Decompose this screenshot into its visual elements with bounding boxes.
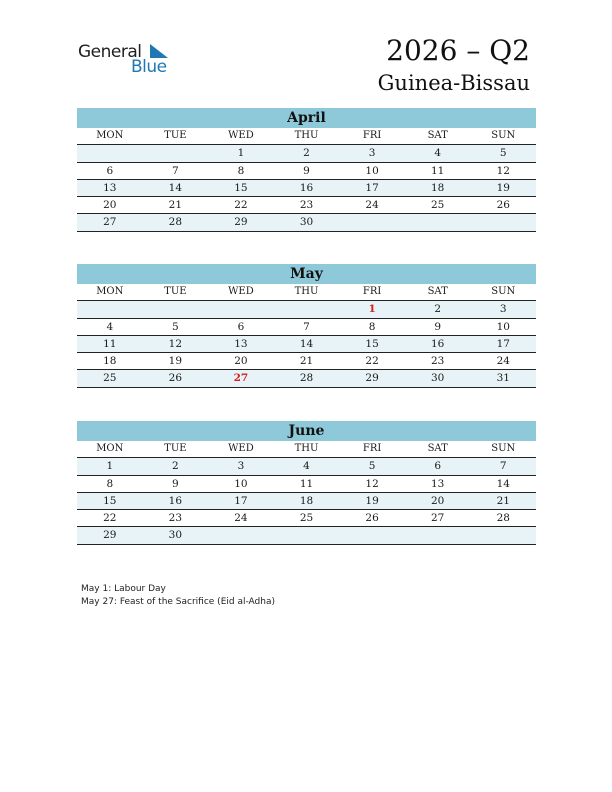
day-cell: 9	[303, 164, 310, 177]
weekday-header-row	[77, 128, 536, 145]
day-cell: 17	[234, 494, 248, 507]
day-cell: 5	[172, 320, 179, 333]
day-cell: 12	[365, 477, 379, 490]
day-cell	[208, 301, 274, 317]
day-cell: 5	[368, 460, 376, 473]
day-cell: 4	[303, 460, 310, 473]
day-cell: 6	[106, 164, 114, 177]
logo-word-general: General	[78, 42, 142, 62]
day-cell: 22	[234, 199, 248, 212]
day-cell	[339, 214, 405, 230]
day-cell: 16	[168, 494, 183, 507]
day-cell	[208, 527, 274, 543]
country-subtitle: Guinea-Bissau	[377, 71, 530, 95]
weekday-label: THU	[294, 130, 319, 141]
day-cell: 21	[299, 355, 314, 368]
day-cell: 28	[299, 372, 314, 385]
weekday-label: MON	[96, 286, 124, 297]
day-cell: 3	[499, 303, 507, 316]
day-cell: 22	[103, 512, 117, 525]
week-row	[77, 336, 536, 353]
weekday-label: SUN	[491, 286, 516, 297]
day-cell: 1	[237, 147, 245, 160]
week-row	[77, 214, 536, 231]
day-cell: 24	[496, 355, 510, 368]
weekday-label: MON	[96, 130, 124, 141]
day-cell: 25	[430, 199, 445, 212]
month-calendar-april	[77, 108, 536, 232]
day-cell: 24	[365, 199, 379, 212]
day-cell: 20	[234, 355, 248, 368]
day-cell	[143, 301, 209, 317]
day-cell: 29	[365, 372, 379, 385]
day-cell: 23	[299, 199, 314, 212]
day-cell: 4	[434, 147, 442, 160]
day-cell: 31	[496, 372, 510, 385]
day-cell: 9	[434, 320, 442, 333]
weekday-label: MON	[96, 443, 124, 454]
day-cell: 28	[168, 216, 183, 229]
day-cell: 30	[430, 372, 445, 385]
week-row	[77, 510, 536, 527]
day-cell	[405, 527, 471, 543]
holiday-note: May 27: Feast of the Sacrifice (Eid al-Adha)	[81, 597, 275, 607]
week-row	[77, 353, 536, 370]
day-cell: 17	[365, 181, 379, 194]
weekday-label: SUN	[491, 443, 516, 454]
day-cell	[274, 301, 340, 317]
day-cell: 11	[430, 164, 445, 177]
weekday-label: THU	[294, 443, 319, 454]
day-cell: 11	[103, 337, 117, 350]
holiday-notes	[81, 583, 275, 609]
day-cell: 10	[365, 164, 379, 177]
weekday-label: SAT	[427, 130, 448, 141]
day-cell: 15	[234, 181, 248, 194]
generalblue-logo	[78, 40, 178, 80]
weekday-label: SAT	[427, 443, 448, 454]
day-cell: 6	[237, 320, 245, 333]
day-cell: 2	[434, 303, 442, 316]
week-row	[77, 180, 536, 197]
day-cell: 6	[434, 460, 442, 473]
day-cell: 23	[430, 355, 445, 368]
week-row	[77, 458, 536, 475]
day-cell: 24	[234, 512, 248, 525]
week-row	[77, 370, 536, 387]
day-cell: 15	[365, 337, 379, 350]
page-title: 2026 – Q2	[386, 34, 530, 67]
day-cell	[77, 145, 143, 161]
week-row	[77, 527, 536, 544]
week-row	[77, 301, 536, 318]
day-cell: 4	[106, 320, 114, 333]
day-cell: 25	[299, 512, 314, 525]
week-row	[77, 145, 536, 162]
day-cell: 26	[496, 199, 510, 212]
weekday-label: FRI	[362, 286, 382, 297]
weekday-label: TUE	[164, 130, 187, 141]
day-cell: 3	[368, 147, 376, 160]
day-cell: 14	[168, 181, 183, 194]
day-cell: 20	[103, 199, 117, 212]
weekday-header-row	[77, 441, 536, 458]
day-cell: 29	[103, 529, 117, 542]
day-cell: 18	[103, 355, 117, 368]
week-row	[77, 476, 536, 493]
day-cell: 16	[299, 181, 314, 194]
week-row	[77, 163, 536, 180]
day-cell	[470, 214, 536, 230]
day-cell: 16	[430, 337, 445, 350]
month-name: June	[77, 421, 536, 441]
holiday-day-cell: 1	[368, 303, 376, 316]
weekday-label: SAT	[427, 286, 448, 297]
day-cell: 17	[496, 337, 510, 350]
day-cell: 21	[168, 199, 183, 212]
week-row	[77, 493, 536, 510]
weekday-header-row	[77, 284, 536, 301]
month-calendar-june	[77, 421, 536, 545]
day-cell: 8	[237, 164, 245, 177]
day-cell: 26	[365, 512, 379, 525]
weekday-label: FRI	[362, 130, 382, 141]
weekday-label: TUE	[164, 286, 187, 297]
day-cell: 5	[499, 147, 507, 160]
day-cell: 12	[496, 164, 510, 177]
day-cell: 11	[299, 477, 314, 490]
day-cell: 19	[496, 181, 510, 194]
day-cell: 19	[365, 494, 379, 507]
day-cell: 14	[299, 337, 314, 350]
day-cell	[77, 301, 143, 317]
day-cell: 9	[172, 477, 179, 490]
week-row	[77, 319, 536, 336]
day-cell: 10	[234, 477, 248, 490]
day-cell: 1	[106, 460, 114, 473]
day-cell: 18	[299, 494, 314, 507]
day-cell: 29	[234, 216, 248, 229]
day-cell: 21	[496, 494, 510, 507]
logo-word-blue: Blue	[131, 57, 167, 77]
day-cell: 20	[430, 494, 445, 507]
day-cell	[339, 527, 405, 543]
weekday-label: WED	[228, 443, 254, 454]
day-cell	[143, 145, 209, 161]
day-cell: 25	[103, 372, 117, 385]
day-cell: 3	[237, 460, 245, 473]
day-cell: 30	[168, 529, 183, 542]
weekday-label: WED	[228, 130, 254, 141]
day-cell: 15	[103, 494, 117, 507]
month-name: May	[77, 264, 536, 284]
day-cell: 27	[430, 512, 445, 525]
day-cell: 10	[496, 320, 510, 333]
day-cell: 2	[172, 460, 179, 473]
day-cell: 13	[234, 337, 248, 350]
month-name: April	[77, 108, 536, 128]
holiday-note: May 1: Labour Day	[81, 584, 166, 594]
day-cell	[405, 214, 471, 230]
day-cell: 14	[496, 477, 510, 490]
weekday-label: TUE	[164, 443, 187, 454]
day-cell: 7	[172, 164, 179, 177]
day-cell: 13	[430, 477, 445, 490]
weekday-label: WED	[228, 286, 254, 297]
weekday-label: FRI	[362, 443, 382, 454]
day-cell: 12	[168, 337, 183, 350]
week-row	[77, 197, 536, 214]
day-cell: 2	[303, 147, 310, 160]
day-cell: 18	[430, 181, 445, 194]
day-cell	[470, 527, 536, 543]
day-cell: 28	[496, 512, 510, 525]
day-cell: 30	[299, 216, 314, 229]
day-cell: 27	[103, 216, 117, 229]
day-cell: 26	[168, 372, 183, 385]
day-cell: 7	[499, 460, 507, 473]
day-cell: 13	[103, 181, 117, 194]
month-calendar-may	[77, 264, 536, 388]
day-cell: 22	[365, 355, 379, 368]
weekday-label: THU	[294, 286, 319, 297]
day-cell: 7	[303, 320, 310, 333]
day-cell: 23	[168, 512, 183, 525]
day-cell: 8	[106, 477, 114, 490]
day-cell: 8	[368, 320, 376, 333]
weekday-label: SUN	[491, 130, 516, 141]
day-cell	[274, 527, 340, 543]
holiday-day-cell: 27	[233, 372, 249, 385]
day-cell: 19	[168, 355, 183, 368]
